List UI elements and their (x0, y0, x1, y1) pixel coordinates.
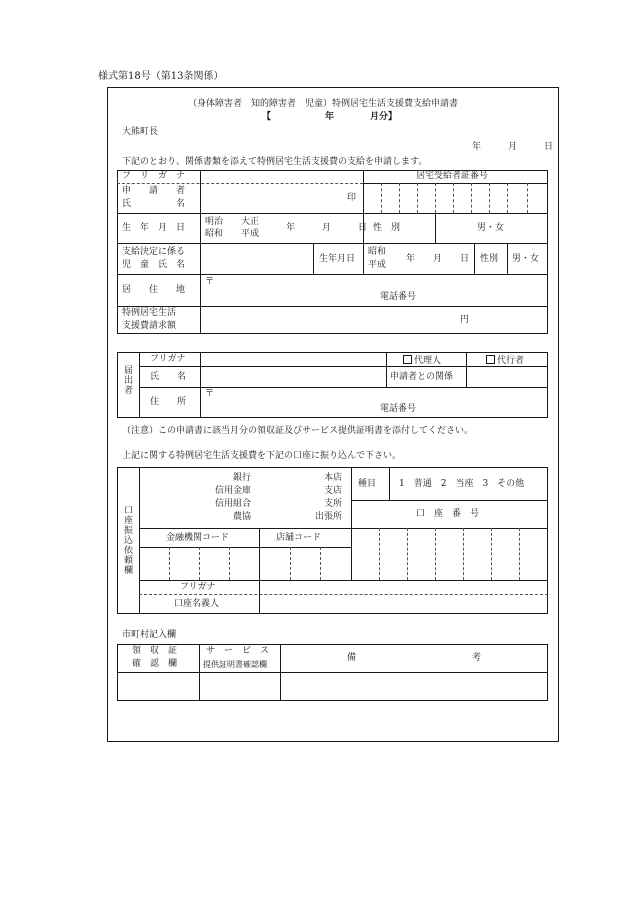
inst-ja: 農協 (233, 512, 252, 522)
caution-note: （注意）この申請書に該当月分の領収証及びサービス提供証明書を添付してください。 (122, 426, 474, 436)
inst-shinkin: 信用金庫 (215, 486, 252, 496)
applicant-name-label-2: 氏 名 (122, 199, 186, 209)
service-cert-label-1: サ ー ビ ス (206, 646, 270, 656)
intro-text: 下記のとおり、関係書類を添えて特例居宅生活支援費の支給を申請します。 (122, 157, 428, 167)
transfer-note: 上記に関する特例居宅生活支援費を下記の口座に振り込んで下さい。 (122, 451, 402, 461)
branch-main: 本店 (324, 473, 343, 483)
bank-side-label: 口座振込依頼欄 (122, 505, 132, 575)
account-type-options: 1 普通 2 当座 3 その他 (399, 479, 525, 489)
claim-label-1: 特例居宅生活 (122, 308, 177, 318)
notifier-postal: 〒 (205, 389, 215, 399)
applicant-era-1: 明治 大正 (205, 217, 260, 227)
residence-postal: 〒 (205, 277, 215, 287)
claim-yen: 円 (460, 315, 470, 325)
period-line: 【 年 月分】 (262, 112, 398, 122)
holder-furigana-label: フリガナ (180, 582, 216, 592)
child-era-2: 平成 (368, 260, 387, 270)
applicant-dob-label: 生 年 月 日 (122, 223, 186, 233)
inst-credit-union: 信用組合 (215, 499, 252, 509)
notifier-phone-label: 電話番号 (380, 404, 417, 414)
applicant-dob-ymd: 年 月 日 (286, 223, 368, 233)
child-dob-label: 生年月日 (319, 254, 356, 264)
service-cert-label-2: 提供証明書確認欄 (203, 660, 267, 669)
notifier-address-label: 住 所 (150, 397, 187, 407)
child-sex-options: 男・女 (512, 254, 540, 264)
form-number: 様式第18号（第13条関係） (98, 71, 224, 82)
account-type-label: 種目 (358, 479, 377, 489)
proxy-checkbox[interactable] (486, 355, 495, 364)
child-sex-label: 性別 (480, 254, 499, 264)
applicant-era-2: 昭和 平成 (205, 229, 260, 239)
notifier-side-label: 届出者 (122, 365, 132, 395)
proxy-option[interactable] (486, 355, 524, 366)
branch-sub: 支店 (324, 486, 343, 496)
branch-office: 支所 (324, 499, 343, 509)
applicant-furigana-label: フ リ ガ ナ (122, 171, 186, 181)
applicant-sex-label: 性 別 (373, 223, 401, 233)
notifier-name-label: 氏 名 (150, 372, 187, 382)
child-dob-ymd: 年 月 日 (406, 254, 470, 264)
branch-code-label: 店舗コード (276, 533, 322, 543)
form-title: （身体障害者 知的障害者 児童）特例居宅生活支援費支給申請書 (188, 99, 459, 109)
remarks-label-b: 考 (472, 653, 482, 663)
residence-label: 居 住 地 (122, 285, 186, 295)
account-number-label: 口 座 番 号 (416, 509, 480, 519)
seal-mark: 印 (347, 193, 357, 203)
branch-agency: 出張所 (315, 512, 343, 522)
proxy-label: 代行者 (497, 356, 525, 366)
municipal-heading: 市町村記入欄 (122, 630, 177, 640)
agent-option[interactable] (403, 355, 441, 366)
addressee: 大熊町長 (122, 127, 159, 137)
relation-label: 申請者との関係 (390, 372, 454, 382)
claim-label-2: 支援費請求額 (122, 321, 177, 331)
child-name-label-1: 支給決定に係る (122, 247, 186, 257)
receipt-check-label-1: 領 収 証 (132, 646, 178, 656)
application-date: 年 月 日 (472, 142, 554, 152)
child-name-label-2: 児 童 氏 名 (122, 260, 186, 270)
applicant-name-label-1: 申 請 者 (122, 186, 186, 196)
holder-name-label: 口座名義人 (174, 599, 220, 609)
inst-code-label: 金融機関コード (166, 533, 230, 543)
notifier-furigana-label: フリガナ (150, 354, 186, 364)
agent-label: 代理人 (414, 356, 442, 366)
remarks-label-a: 備 (347, 653, 357, 663)
receipt-check-label-2: 確 認 欄 (132, 659, 178, 669)
residence-phone-label: 電話番号 (380, 292, 417, 302)
inst-bank: 銀行 (233, 473, 252, 483)
child-era-1: 昭和 (368, 247, 387, 257)
agent-checkbox[interactable] (403, 355, 412, 364)
cert-number-label: 居宅受給者証番号 (416, 171, 489, 181)
applicant-sex-options: 男・女 (477, 223, 505, 233)
